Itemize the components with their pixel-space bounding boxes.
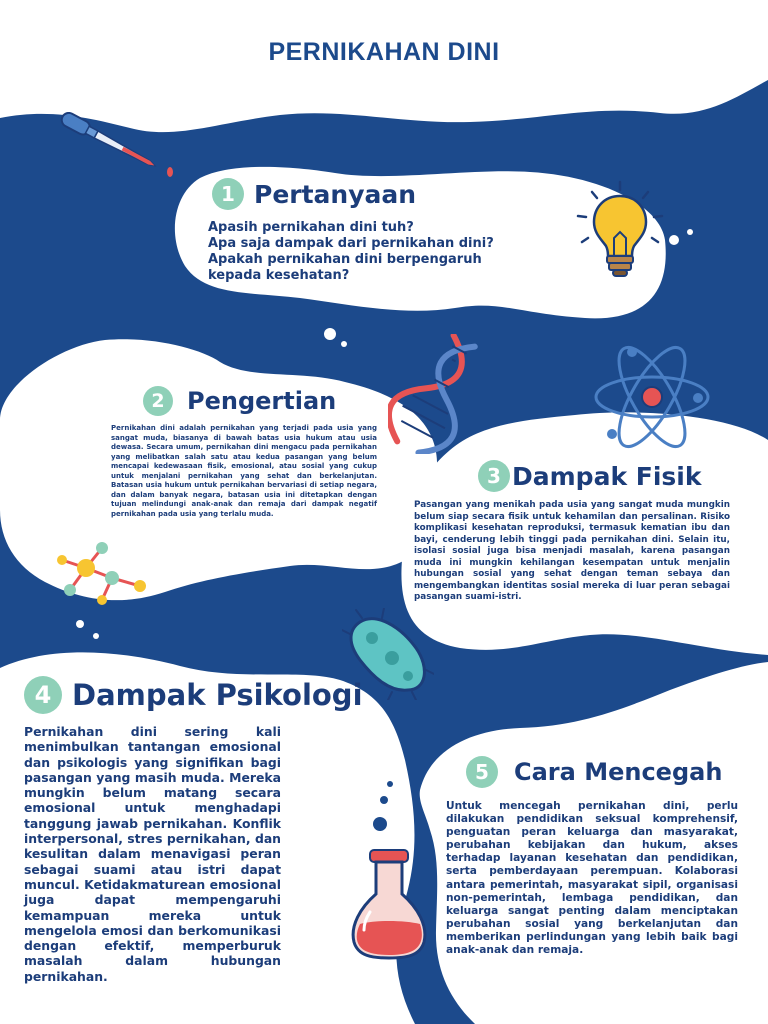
section-number-badge: 3 <box>478 460 510 492</box>
section-body-pengertian: Pernikahan dini adalah pernikahan yang terjadi pada usia yang sangat muda, biasanya di bawah batas usia hukum atau usia dewasa. Secara umum, pernikahan dini mengacu pada pernikahan yang melibatkan salah satu atau kedua pasangan yang belum mencapai kedewasaan fisik, emosional, atau sosial yang cukup untuk menjalani pernikahan yang sehat dan berkelanjutan. Batasan usia hukum untuk pernikahan bervariasi di setiap negara, dan dalam banyak negara, batasan usia ini ditetapkan dengan tujuan melindungi anak-anak dan remaja dari dampak negatif pernikahan pada usia yang terlalu muda. <box>111 424 377 518</box>
section-number-badge: 2 <box>143 386 173 416</box>
dna-icon <box>388 334 484 454</box>
section-title: Dampak Psikologi <box>72 678 363 712</box>
bubble-dots-icon <box>310 322 350 352</box>
question-line: Apasih pernikahan dini tuh? <box>208 220 414 235</box>
molecule-icon <box>50 538 154 608</box>
section-heading-dampak-fisik <box>478 460 702 492</box>
section-body-dampak-fisik: Pasangan yang menikah pada usia yang sangat muda mungkin belum siap secara fisik untuk kehamilan dan persalinan. Risiko komplikasi kesehatan reproduksi, termasuk kematian ibu dan bayi, cenderung lebih tinggi pada pernikahan dini. Selain itu, isolasi sosial juga bisa menjadi masalah, karena pasangan muda ini mungkin kehilangan kesempatan untuk menjalin hubungan sosial yang sehat dengan teman sebaya dan mengembangkan identitas sosial mereka di luar peran sebagai pasangan suami-istri. <box>414 500 730 602</box>
section-number-badge: 5 <box>466 756 498 788</box>
section-heading-cara-mencegah <box>466 756 722 788</box>
page-title: PERNIKAHAN DINI <box>268 38 500 66</box>
question-line: Apa saja dampak dari pernikahan dini? <box>208 236 494 251</box>
section-title: Dampak Fisik <box>512 461 702 491</box>
section-title: Pertanyaan <box>254 179 417 209</box>
bacteria-icon <box>342 608 434 700</box>
lightbulb-icon <box>574 180 666 284</box>
section-heading-pertanyaan <box>212 178 416 210</box>
bubble-dots-icon <box>368 776 398 836</box>
flask-icon <box>348 846 430 962</box>
section-number-badge: 1 <box>212 178 244 210</box>
section-number-badge: 4 <box>24 676 62 714</box>
section-title: Pengertian <box>187 387 337 415</box>
section-body-cara-mencegah: Untuk mencegah pernikahan dini, perlu dilakukan pendidikan seksual komprehensif, penguatan peran keluarga dan masyarakat, perubahan kebijakan dan hukum, akses terhadap layanan kesehatan dan pendidikan, serta pemberdayaan perempuan. Kolaborasi antara pemerintah, masyarakat sipil, organisasi non-pemerintah, lembaga pendidikan, dan keluarga sangat penting dalam menciptakan perubahan sosial yang berkelanjutan dan memberikan perlindungan yang lebih baik bagi anak-anak dan remaja. <box>446 800 738 957</box>
section-heading-pengertian <box>143 386 336 416</box>
bubble-dots-icon <box>70 614 110 644</box>
question-line: Apakah pernikahan dini berpengaruh <box>208 252 482 267</box>
atom-icon <box>590 344 714 450</box>
question-list <box>208 220 494 284</box>
question-line: kepada kesehatan? <box>208 268 350 283</box>
pipette-icon <box>58 112 178 182</box>
section-body-dampak-psikologi: Pernikahan dini sering kali menimbulkan tantangan emosional dan psikologis yang signifikan bagi pasangan yang masih muda. Mereka mungkin belum matang secara emosional untuk menghadapi tanggung jawab pernikahan. Konflik interpersonal, stres pernikahan, dan kesulitan dalam menavigasi peran sebagai suami atau istri dapat muncul. Ketidakmaturean emosional juga dapat mempengaruhi kemampuan mereka untuk mengelola emosi dan berkomunikasi dengan efektif, memperburuk masalah dalam hubungan pernikahan. <box>24 724 281 984</box>
section-heading-dampak-psikologi <box>24 676 363 714</box>
bubble-dots-icon <box>660 222 700 252</box>
section-title: Cara Mencegah <box>514 758 723 786</box>
